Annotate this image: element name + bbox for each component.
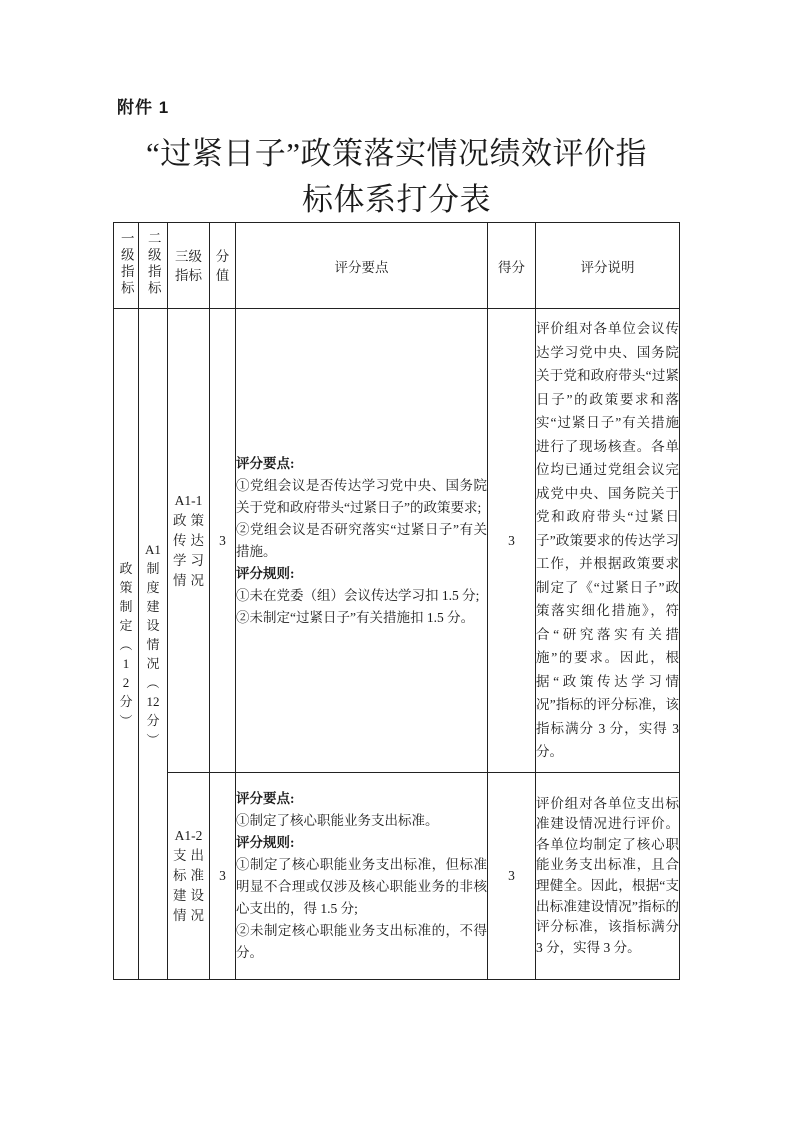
header-scoring-note: 评分说明 — [536, 223, 680, 309]
rule-item: ②未制定“过紧日子”有关措施扣 1.5 分。 — [236, 609, 475, 625]
points-label: 评分要点: — [236, 791, 295, 806]
header-level2-indicator — [139, 223, 168, 309]
cell-score-obtained-a1-1: 3 — [488, 309, 536, 773]
header-score-value — [210, 223, 236, 309]
scoring-table — [113, 222, 680, 980]
cell-explanation-a1-2: 评价组对各单位支出标准建设情况进行评价。各单位均制定了核心职能业务支出标准，且合理健全。因此，根据“支出标准建设情况”指标的评分标准，该指标满分 3 分，实得 3 分。 — [536, 773, 680, 980]
cell-level3-indicator-a1-1: A1-1 政策 传达 学习 情况 — [168, 309, 210, 773]
attachment-label: 附件 1 — [117, 98, 170, 117]
header-level3-indicator — [168, 223, 210, 309]
level2-indicator-text: A1 制 度 建 设 情 况 （ 12 分 ） — [145, 541, 161, 746]
cell-scoring-points-a1-2 — [236, 773, 488, 980]
points-label: 评分要点: — [236, 455, 295, 471]
cell-level3-indicator-a1-2: A1-2 支出 标准 建设 情况 — [168, 773, 210, 980]
document-title — [0, 131, 793, 223]
header-level1-indicator — [114, 223, 139, 309]
cell-explanation-a1-1: 评价组对各单位会议传达学习党中央、国务院关于党和政府带头“过紧日子”的政策要求和落实“过紧日子”有关措施进行了现场核查。各单位均已通过党组会议完成党中央、国务院关于党和政府带头“过紧日子”政策要求的传达学习工作，并根据政策要求制定了《“过紧日子”政策落实细化措施》，符合“研究落实有关措施”的要求。因此，根据“政策传达学习情况”指标的评分标准，该指标满分 3 分，实得 3 分。 — [536, 309, 680, 773]
rule-item: ①未在党委（组）会议传达学习扣 1.5 分; — [236, 587, 480, 603]
header-level1-label: 一级指标 — [118, 230, 134, 297]
document-title-line2: 标体系打分表 — [302, 182, 491, 217]
rules-label: 评分规则: — [236, 835, 295, 850]
header-level3-label: 三级指标 — [175, 248, 202, 283]
cell-score-value-a1-2: 3 — [210, 773, 236, 980]
rule-item: ①制定了核心职能业务支出标准，但标准明显不合理或仅涉及核心职能业务的非核心支出的，得 1.5 分; — [236, 857, 487, 916]
cell-level1-indicator — [114, 309, 139, 980]
cell-scoring-points-a1-1 — [236, 309, 488, 773]
document-title-line1: “过紧日子”政策落实情况绩效评价指 — [145, 136, 648, 171]
cell-level2-indicator — [139, 309, 168, 980]
rule-item: ②未制定核心职能业务支出标准的，不得分。 — [236, 923, 487, 960]
level1-indicator-text: 政 策 制 定 （ 1 2 分 ） — [118, 560, 134, 727]
point-item: ①党组会议是否传达学习党中央、国务院关于党和政府带头“过紧日子”的政策要求; — [236, 477, 487, 515]
cell-score-obtained-a1-2: 3 — [488, 773, 536, 980]
point-item: ①制定了核心职能业务支出标准。 — [236, 813, 439, 828]
header-level2-label: 二级指标 — [145, 230, 161, 297]
rules-label: 评分规则: — [236, 565, 295, 581]
header-score-obtained: 得分 — [488, 223, 536, 309]
point-item: ②党组会议是否研究落实“过紧日子”有关措施。 — [236, 521, 487, 559]
header-scoring-points: 评分要点 — [236, 223, 488, 309]
table-row-a1-2 — [114, 773, 680, 980]
header-row — [114, 223, 680, 309]
cell-score-value-a1-1: 3 — [210, 309, 236, 773]
header-score-value-label: 分值 — [215, 248, 230, 283]
table-row-a1-1 — [114, 309, 680, 773]
